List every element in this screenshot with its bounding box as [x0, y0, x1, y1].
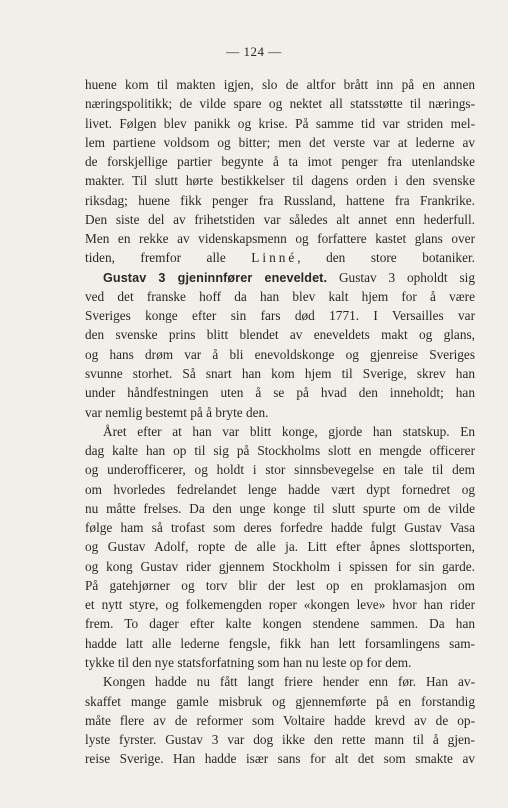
text-line: reise Sverige. Han hadde især sans for alt det som smakte av — [85, 751, 475, 767]
text-line: og kong Gustav rider gjennem Stockholm i spissen for sin garde. — [85, 558, 475, 574]
text-line: huene kom til makten igjen, slo de altfor brått inn på en annen — [85, 77, 475, 92]
text-line: Den siste del av frihetstiden var således alt annet enn hederfull. — [85, 211, 475, 227]
text-line: dag kalte han op til sig på Stockholms slott en mengde officerer — [85, 443, 475, 459]
text-line: måte flere av de reformer som Voltaire hadde krevd av de op- — [85, 712, 475, 728]
text-line: lem partiene voldsom og bitter; men det verste var at lederne av — [85, 134, 475, 150]
text-line: lyste fyrster. Gustav 3 var dog ikke den rette mann til å gjen- — [85, 732, 475, 748]
section-heading: Gustav 3 gjeninnfører eneveldet. — [103, 270, 328, 285]
text-line: et nytt styre, og folkemengden roper «kongen leve» hvor han rider — [85, 597, 475, 613]
text-line: riksdag; huene fikk penger fra Russland, hattene fra Frankrike. — [85, 192, 475, 208]
text-line — [85, 248, 475, 267]
text-line: ved det franske hoff da han blev kalt hjem for å være — [85, 288, 475, 304]
text-line: Sveriges konge efter sin fars død 1771. I Versailles var — [85, 308, 475, 324]
text-line: næringspolitikk; de vilde spare og nektet all statsstøtte til nærings- — [85, 96, 475, 112]
text-line: om hvorledes fedrelandet lenge hadde vært dypt fornedret og — [85, 481, 475, 497]
text-fragment: tiden, fremfor alle — [85, 250, 226, 266]
text-line: Kongen hadde nu fått langt friere hender enn før. Han av- — [103, 674, 475, 690]
text-line: og Gustav Adolf, ropte de alle ja. Litt efter åpnes slottsporten, — [85, 539, 475, 555]
page-number: — 124 — — [226, 44, 282, 59]
heading-line — [85, 268, 475, 287]
text-line: Året efter at han var blitt konge, gjorde han statskup. En — [103, 423, 475, 439]
text-line: livet. Følgen blev panikk og krise. På samme tid var striden mel- — [85, 115, 475, 131]
text-line: Men en rekke av videnskapsmenn og forfattere kastet glans over — [85, 231, 475, 247]
text-line: følge ham så trofast som deres forfedre hadde fulgt Gustav Vasa — [85, 520, 475, 536]
text-line: nu måtte frelses. Da den unge konge til slutt spurte om de vilde — [85, 500, 475, 516]
text-fragment: , den store botaniker. — [297, 250, 475, 266]
text-line: under håndfestningen uten å se på hvad den inneholdt; han — [85, 385, 475, 401]
text-line: svunne storhet. Så snart han kom hjem til Sverige, skrev han — [85, 365, 475, 381]
text-line: hadde latt alle lederne fengsle, fikk han lett forsamlingens sam- — [85, 635, 475, 651]
text-line: og underofficerer, og holdt i stor sinnsbevegelse en tale til dem — [85, 462, 475, 478]
text-line: makter. Til slutt hørte bestikkelser til dagens orden i den svenske — [85, 173, 475, 189]
text-line: På gatehjørner og torv blir der lest op en proklamasjon om — [85, 577, 475, 593]
text-line: og hans drøm var å bli enevoldskonge og gjenreise Sveriges — [85, 346, 475, 362]
text-line: de forskjellige partier begynte å ta imot penger fra utenlandske — [85, 154, 475, 170]
text-line: den svenske prins blitt blendet av eneveldets makt og glans, — [85, 327, 475, 343]
body-text — [85, 75, 475, 769]
text-line: skaffet mange gamle misbruk og gjennemførte på en forstandig — [85, 693, 475, 709]
linne-name: Linné — [251, 250, 298, 266]
text-line: tykke til den nye statsforfatning som han nu leste op for dem. — [85, 654, 412, 670]
text-fragment: Gustav 3 opholdt sig — [338, 269, 475, 285]
text-line: frem. To dager efter kalte kongen stendene sammen. Da han — [85, 616, 475, 632]
text-line: var nemlig bestemt på å bryte den. — [85, 404, 269, 420]
